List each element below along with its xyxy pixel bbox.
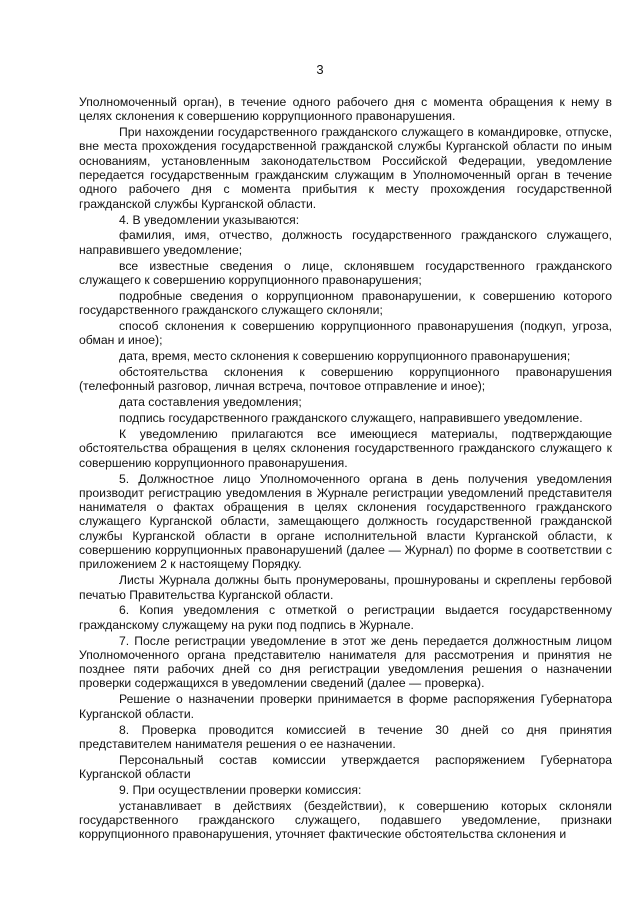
paragraph: 6. Копия уведомления с отметкой о регистрации выдается государственному гражданскому служащему на руки под подпись в Журнале.: [79, 603, 612, 632]
page-number: 3: [316, 62, 324, 77]
paragraph: 4. В уведомлении указываются:: [119, 212, 300, 227]
paragraph: К уведомлению прилагаются все имеющиеся материалы, подтверждающие обстоятельства обращения в целях склонения государственного гражданского служащего к совершению коррупционного правонарушения.: [79, 427, 612, 470]
paragraph: 5. Должностное лицо Уполномоченного органа в день получения уведомления производит регистрацию уведомления в Журнале регистрации уведомлений представителя нанимателя о фактах обращения в целях склонения государственного гражданского служащего Курганской области, замещающего должность государственной гражданской службы Курганской области в органе исполнительной власти Курганской области, к совершению коррупционных правонарушений (далее — Журнал) по форме в соответствии с приложением 2 к настоящему Порядку.: [79, 471, 612, 572]
paragraph: устанавливает в действиях (бездействии), к совершению которых склоняли государственного гражданского служащего, подавшего уведомление, признаки коррупционного правонарушения, уточняет фактические обстоятельства склонения и: [79, 798, 612, 842]
paragraph: При нахождении государственного гражданского служащего в командировке, отпуске, вне места прохождения государственной гражданской службы Курганской области по иным основаниям, установленным законодательством Российской Федерации, уведомление передается государственным гражданским служащим в Уполномоченный орган в течение одного рабочего дня с момента прибытия к месту прохождения государственной гражданской службы Курганской области.: [79, 125, 612, 211]
paragraph: Решение о назначении проверки принимается в форме распоряжения Губернатора Курганской области.: [79, 692, 612, 721]
paragraph: 9. При осуществлении проверки комиссия:: [119, 782, 362, 797]
document-body: [79, 95, 612, 843]
paragraph: 8. Проверка проводится комиссией в течение 30 дней со дня принятия представителем нанимателя решения о ее назначении.: [79, 722, 612, 751]
paragraph: подробные сведения о коррупционном правонарушении, к совершению которого государственного гражданского служащего склоняли;: [79, 288, 612, 318]
paragraph: Персональный состав комиссии утверждается распоряжением Губернатора Курганской области: [79, 752, 612, 782]
paragraph: все известные сведения о лице, склонявшем государственного гражданского служащего к совершению коррупционного правонарушения;: [79, 258, 612, 287]
paragraph: дата составления уведомления;: [119, 395, 302, 410]
paragraph: 7. После регистрации уведомление в этот же день передается должностным лицом Уполномоченного органа представителю нанимателя для рассмотрения и принятия не позднее пяти рабочих дней со дня регистрации уведомления решения о назначении проверки содержащихся в уведомлении сведений (далее — проверка).: [79, 633, 612, 691]
paragraph: Листы Журнала должны быть пронумерованы, прошнурованы и скреплены гербовой печатью Правительства Курганской области.: [79, 573, 612, 602]
paragraph: способ склонения к совершению коррупционного правонарушения (подкуп, угроза, обман и иное);: [79, 319, 612, 348]
paragraph: обстоятельства склонения к совершению коррупционного правонарушения (телефонный разговор, личная встреча, почтовое отправление и иное);: [79, 365, 612, 394]
paragraph: подпись государственного гражданского служащего, направившего уведомление.: [119, 411, 583, 426]
paragraph: фамилия, имя, отчество, должность государственного гражданского служащего, направившего уведомление;: [79, 228, 612, 257]
paragraph: Уполномоченный орган), в течение одного рабочего дня с момента обращения к нему в целях склонения к совершению коррупционного правонарушения.: [79, 95, 612, 124]
paragraph: дата, время, место склонения к совершению коррупционного правонарушения;: [119, 349, 571, 364]
